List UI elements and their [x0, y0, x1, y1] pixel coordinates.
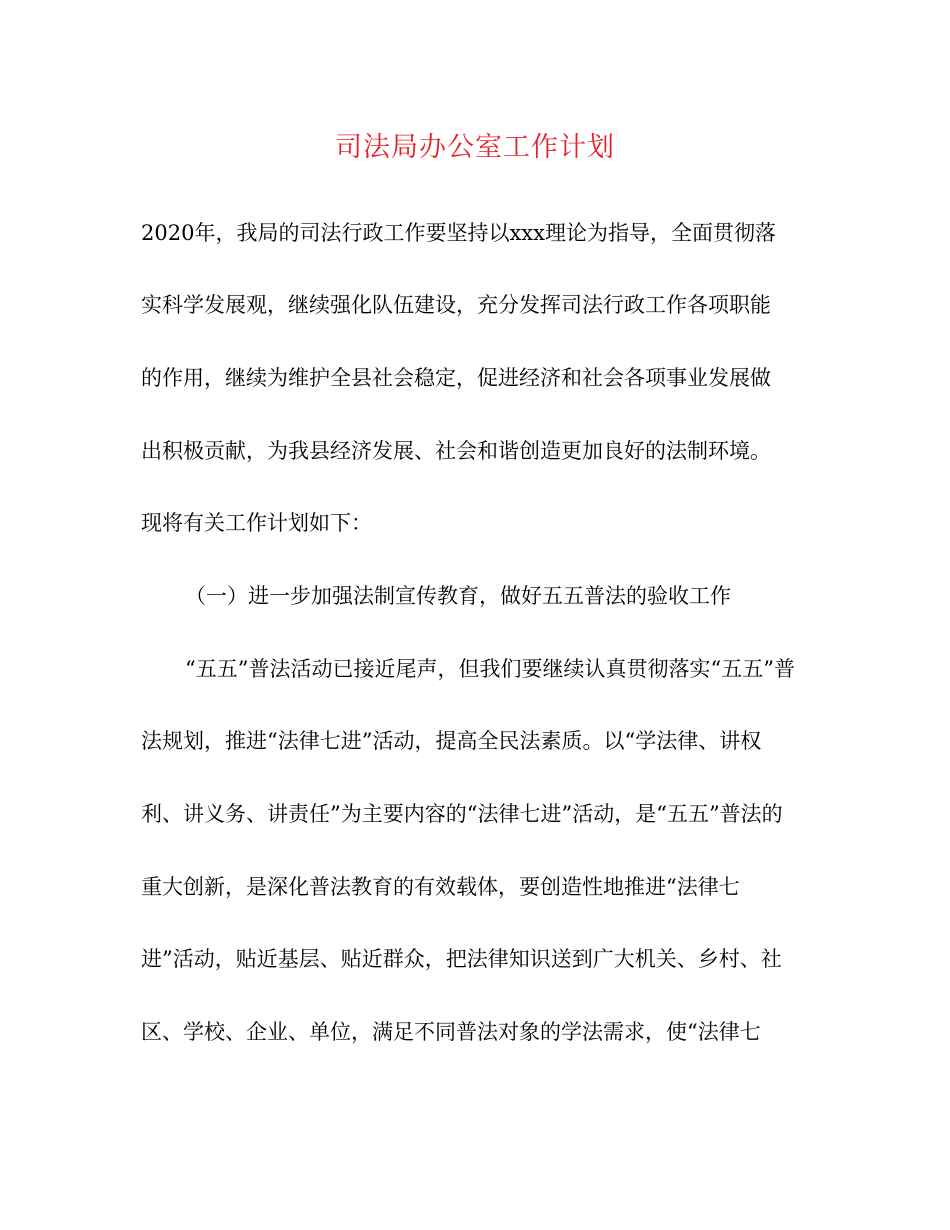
body-line-1: 2020年，我局的司法行政工作要坚持以xxx理论为指导，全面贯彻落 — [141, 221, 776, 245]
body-line-4: 出积极贡献，为我县经济发展、社会和谐创造更加良好的法制环境。 — [141, 439, 771, 463]
body-line-11: 进”活动，贴近基层、贴近群众，把法律知识送到广大机关、乡村、社 — [141, 947, 782, 971]
section-heading-1: （一）进一步加强法制宣传教育，做好五五普法的验收工作 — [185, 584, 731, 608]
body-line-3: 的作用，继续为维护全县社会稳定，促进经济和社会各项事业发展做 — [141, 366, 771, 390]
body-line-7: “五五”普法活动已接近尾声，但我们要继续认真贯彻落实“五五”普 — [185, 657, 795, 681]
body-line-10: 重大创新，是深化普法教育的有效载体，要创造性地推进“法律七 — [141, 875, 740, 899]
body-line-5: 现将有关工作计划如下： — [141, 511, 372, 535]
document-title: 司法局办公室工作计划 — [335, 132, 615, 163]
body-line-12: 区、学校、企业、单位，满足不同普法对象的学法需求，使“法律七 — [141, 1020, 761, 1044]
body-line-9: 利、讲义务、讲责任”为主要内容的“法律七进”活动，是“五五”普法的 — [141, 802, 783, 826]
body-line-2: 实科学发展观，继续强化队伍建设，充分发挥司法行政工作各项职能 — [141, 293, 771, 317]
body-line-8: 法规划，推进“法律七进”活动，提高全民法素质。以“学法律、讲权 — [141, 729, 762, 753]
